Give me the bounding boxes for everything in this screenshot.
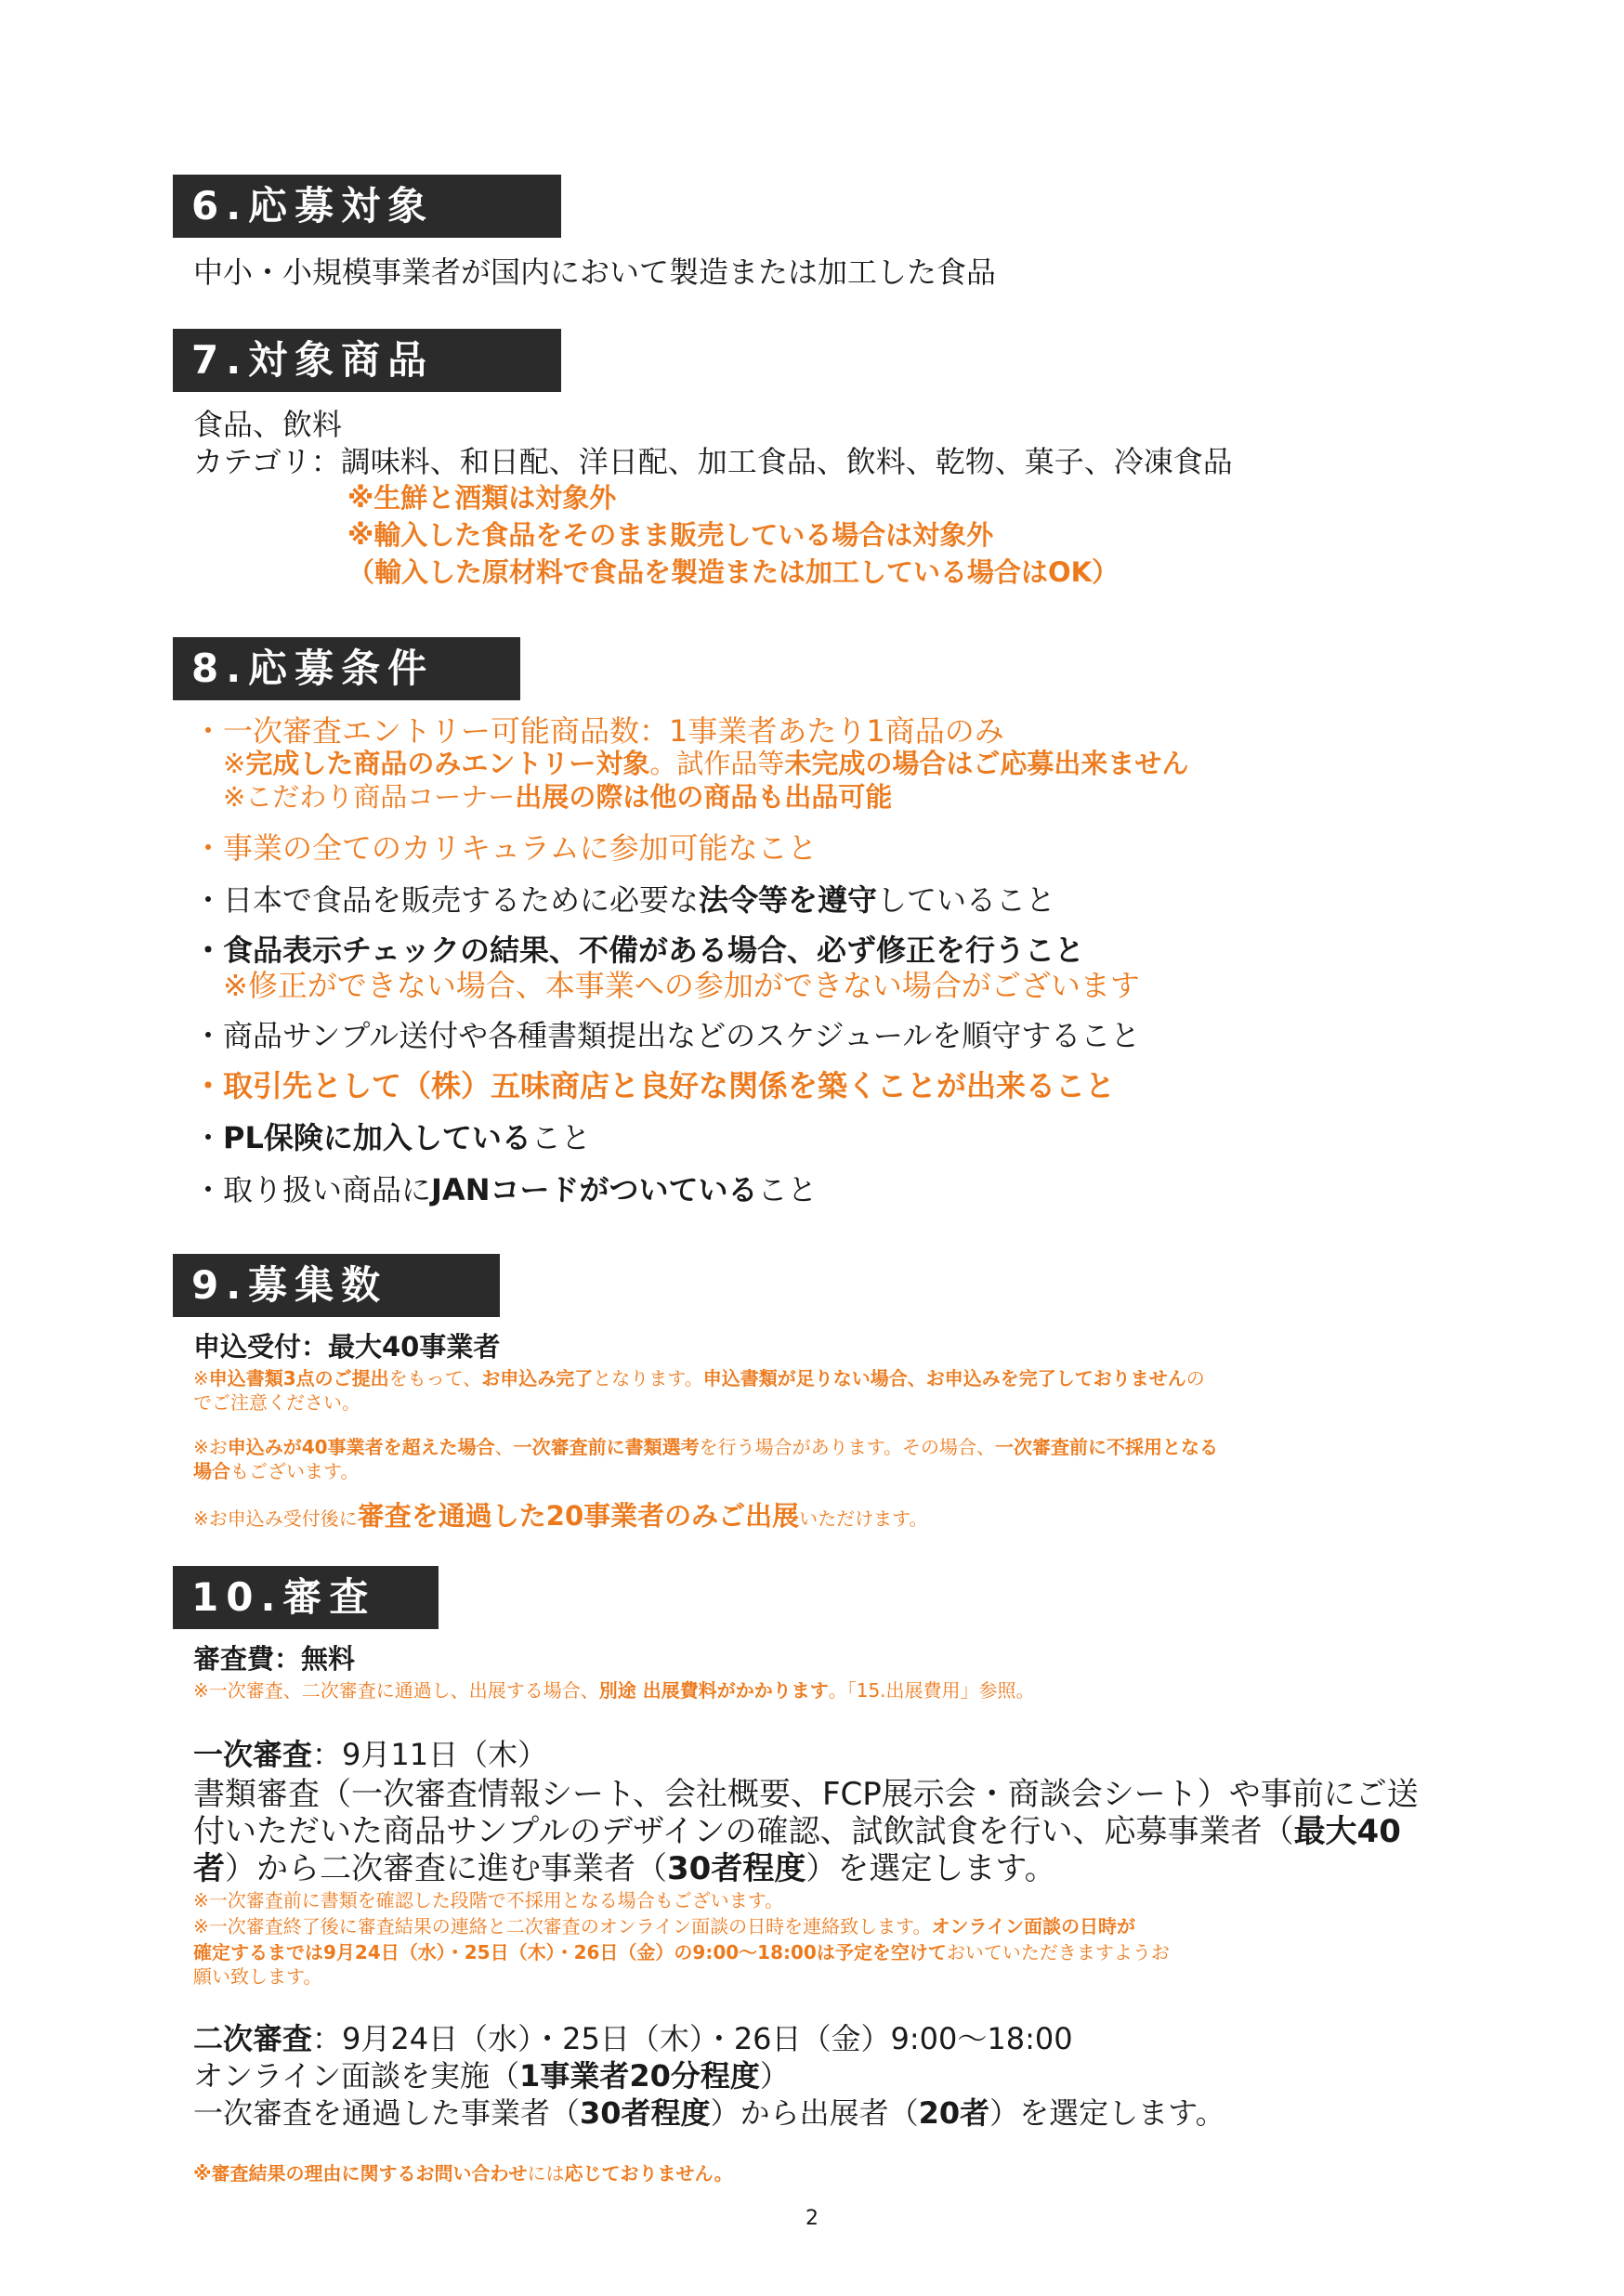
- body-emphasis: 30者程度: [667, 1850, 806, 1887]
- section-8-heading: 8.応募条件: [173, 637, 520, 700]
- application-limit: 申込受付：最大40事業者: [193, 1331, 501, 1363]
- recruit-note-1-line-1: [193, 1363, 1205, 1390]
- note-emphasis: 一次審査前に書類選考: [513, 1436, 700, 1458]
- note-text: もございます。: [230, 1460, 360, 1482]
- condition-item-6: ・取引先として（株）五味商店と良好な関係を築くことが出来ること: [193, 1068, 1116, 1103]
- condition-item-8: [193, 1167, 818, 1209]
- note-text: おいていただきますようお: [946, 1941, 1170, 1963]
- first-screening-note-2-line-3: 願い致します。: [193, 1965, 322, 1988]
- screening-fee-note: [193, 1676, 1035, 1702]
- note-text: の: [1185, 1367, 1205, 1389]
- note-emphasis: 一次審査前に不採用となる: [995, 1436, 1219, 1458]
- note-text: ※: [193, 1367, 209, 1389]
- condition-item-4: ・食品表示チェックの結果、不備がある場合、必ず修正を行うこと: [193, 933, 1085, 968]
- condition-item-3: [193, 877, 1055, 920]
- note-emphasis-large: 審査を通過した20事業者のみご出展: [357, 1500, 800, 1532]
- first-screening-note-1: ※一次審査前に書類を確認した段階で不採用となる場合もございます。: [193, 1889, 784, 1911]
- note-emphasis: 申込書類が足りない場合、お申込みを完了しておりません: [702, 1367, 1186, 1389]
- body-text: ）を選定します。: [805, 1850, 1056, 1887]
- condition-text: こと: [757, 1172, 818, 1207]
- condition-item-1: ・一次審査エントリー可能商品数：1事業者あたり1商品のみ: [193, 713, 1004, 749]
- note-emphasis: 完成した商品のみエントリー対象: [245, 748, 650, 779]
- note-text: 。「15.出展費用」参照。: [828, 1679, 1035, 1702]
- condition-item-7: [193, 1115, 591, 1157]
- recruit-note-2-line-1: [193, 1432, 1218, 1459]
- section-7-note-2: ※輸入した食品をそのまま販売している場合は対象外: [347, 519, 994, 551]
- condition-item-4-note: ※修正ができない場合、本事業への参加ができない場合がございます: [223, 968, 1140, 1003]
- note-text: ※お申込み受付後に: [193, 1507, 358, 1530]
- section-7-category-line: カテゴリ：調味料、和日配、洋日配、加工食品、飲料、乾物、菓子、冷凍食品: [193, 444, 1233, 479]
- note-text: ※一次審査終了後に審査結果の連絡と二次審査のオンライン面談の日時を連絡致します。: [193, 1915, 932, 1937]
- body-emphasis: 最大40: [1293, 1813, 1401, 1850]
- note-emphasis: 応じておりません。: [564, 2162, 733, 2185]
- body-text: オンライン面談を実施（: [193, 2058, 520, 2094]
- page-number: 2: [805, 2207, 819, 2230]
- body-emphasis: 1事業者20分程度: [519, 2058, 760, 2094]
- body-text: 一次審査を通過した事業者（: [193, 2095, 581, 2131]
- note-text: ※お: [193, 1436, 228, 1458]
- note-emphasis: 申込書類3点のご提出: [208, 1367, 389, 1389]
- note-text: をもって、: [388, 1367, 482, 1389]
- note-text: となります。: [593, 1367, 703, 1389]
- note-text: ※こだわり商品コーナー: [223, 781, 516, 813]
- section-7-note-3: （輸入した原材料で食品を製造または加工している場合はOK）: [347, 556, 1120, 588]
- note-emphasis: 申込みが40事業者を超えた場合: [227, 1436, 495, 1458]
- first-screening-line-3: [193, 1843, 1056, 1888]
- section-7-heading: 7.対象商品: [173, 329, 561, 392]
- body-emphasis: 30者程度: [580, 2095, 711, 2131]
- condition-text: ・取り扱い商品に: [193, 1172, 432, 1207]
- condition-text: ・: [193, 1120, 224, 1155]
- second-screening-line-2: [193, 2090, 1225, 2133]
- note-mark: ※: [223, 748, 246, 779]
- body-text: ）から二次審査に進む事業者（: [225, 1850, 667, 1887]
- first-screening-line-1: 書類審査（一次審査情報シート、会社概要、FCP展示会・商談会シート）や事前にご送: [193, 1776, 1419, 1813]
- note-text: には: [527, 2162, 565, 2185]
- body-text: 付いただいた商品サンプルのデザインの確認、試飲試食を行い、応募事業者（: [193, 1813, 1294, 1850]
- note-text: 。試作品等: [649, 748, 785, 779]
- condition-emphasis: PL保険に加入している: [223, 1120, 531, 1155]
- second-screening-date-text: ：9月24日（水）・25日（木）・26日（金）9:00～18:00: [312, 2021, 1073, 2056]
- condition-item-1-note-b: [223, 776, 892, 815]
- note-emphasis: 出展の際は他の商品も出品可能: [515, 781, 893, 813]
- recruit-note-1-line-2: でご注意ください。: [193, 1391, 360, 1414]
- note-emphasis: 別途 出展費料がかかります: [598, 1679, 829, 1702]
- condition-text: ・日本で食品を販売するために必要な: [193, 882, 700, 918]
- condition-emphasis: JANコードがついている: [431, 1172, 758, 1207]
- condition-emphasis: 法令等を遵守: [699, 882, 878, 918]
- note-emphasis: オンライン面談の日時が: [931, 1915, 1135, 1937]
- note-text: を行う場合があります。その場合、: [699, 1436, 996, 1458]
- section-7-note-1: ※生鮮と酒類は対象外: [347, 482, 617, 514]
- first-screening-note-2-line-2: [193, 1937, 1170, 1964]
- first-screening-date-text: ：9月11日（木）: [312, 1737, 548, 1772]
- body-text: ）: [759, 2058, 790, 2094]
- section-7-line-1: 食品、飲料: [193, 407, 343, 442]
- first-screening-label: 一次審査: [193, 1737, 313, 1772]
- section-9-heading: 9.募集数: [173, 1254, 500, 1317]
- note-emphasis: 確定するまでは9月24日（水）・25日（木）・26日（金）の9:00～18:00は予定を空けて: [193, 1941, 947, 1963]
- final-note: [193, 2159, 733, 2185]
- second-screening-label: 二次審査: [193, 2021, 313, 2056]
- recruit-note-2-line-2: [193, 1456, 359, 1483]
- note-emphasis: 未完成の場合はご応募出来ません: [784, 748, 1189, 779]
- note-emphasis: 場合: [193, 1460, 230, 1482]
- section-6-body: 中小・小規模事業者が国内において製造または加工した食品: [193, 254, 997, 290]
- section-6-heading: 6.応募対象: [173, 175, 561, 238]
- body-text: ）を選定します。: [989, 2095, 1225, 2131]
- note-text: ※一次審査、二次審査に通過し、出展する場合、: [193, 1679, 599, 1702]
- condition-item-5: ・商品サンプル送付や各種書類提出などのスケジュールを順守すること: [193, 1018, 1141, 1053]
- body-text: ）から出展者（: [710, 2095, 919, 2131]
- screening-fee: 審査費：無料: [193, 1643, 356, 1675]
- first-screening-note-2-line-1: [193, 1911, 1135, 1938]
- condition-text: こと: [530, 1120, 591, 1155]
- condition-text: していること: [877, 882, 1056, 918]
- note-emphasis: ※審査結果の理由に関するお問い合わせ: [193, 2162, 528, 2185]
- condition-item-2: ・事業の全てのカリキュラムに参加可能なこと: [193, 830, 818, 866]
- note-emphasis: お申込み完了: [481, 1367, 594, 1389]
- note-text: 、: [494, 1436, 514, 1458]
- body-emphasis: 20者: [918, 2095, 990, 2131]
- section-10-heading: 10.審査: [173, 1566, 439, 1629]
- note-text: いただけます。: [799, 1507, 928, 1530]
- recruit-note-3: [193, 1495, 928, 1533]
- body-emphasis: 者: [193, 1850, 225, 1887]
- condition-item-1-note-a: [223, 743, 1188, 781]
